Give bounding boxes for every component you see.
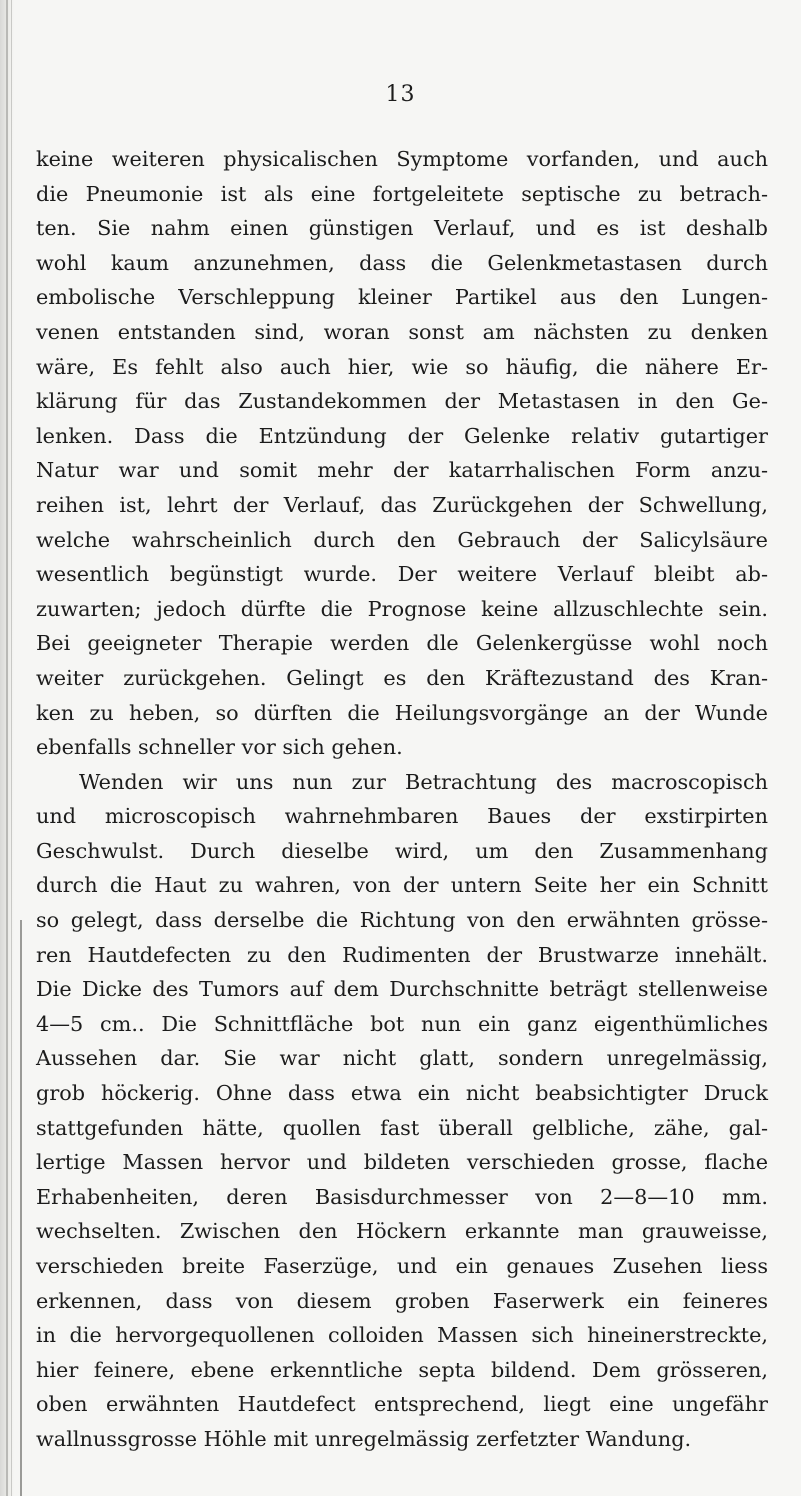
paragraph-end-line: ebenfalls schneller vor sich gehen. <box>36 735 403 760</box>
binding-line <box>6 0 8 1496</box>
text-line: ken zu heben, so dürften die Heilungsvorgänge an der Wunde <box>36 700 768 725</box>
text-line: lertige Massen hervor und bildeten verschieden grosse, flache <box>36 1150 768 1175</box>
text-line: Natur war und somit mehr der katarrhalischen Form anzu- <box>36 458 768 483</box>
text-line: reihen ist, lehrt der Verlauf, das Zurückgehen der Schwellung, <box>36 492 768 517</box>
text-line: wechselten. Zwischen den Höckern erkannte man grauweisse, <box>36 1219 768 1244</box>
text-line: lenken. Dass die Entzündung der Gelenke relativ gutartiger <box>36 423 768 448</box>
text-line: oben erwähnten Hautdefect entsprechend, liegt eine ungefähr <box>36 1392 768 1417</box>
binding-line-inner <box>11 0 12 1496</box>
text-line: wohl kaum anzunehmen, dass die Gelenkmetastasen durch <box>36 250 768 275</box>
text-line: welche wahrscheinlich durch den Gebrauch der Salicylsäure <box>36 527 768 552</box>
text-line: ren Hautdefecten zu den Rudimenten der Brustwarze innehält. <box>36 942 768 967</box>
text-line: Erhabenheiten, deren Basisdurchmesser von 2—8—10 mm. <box>36 1184 768 1209</box>
text-line: so gelegt, dass derselbe die Richtung von den erwähnten grösse- <box>36 908 768 933</box>
text-line: venen entstanden sind, woran sonst am nächsten zu denken <box>36 319 768 344</box>
text-line: weiter zurückgehen. Gelingt es den Kräftezustand des Kran- <box>36 665 768 690</box>
text-line: grob höckerig. Ohne dass etwa ein nicht beabsichtigter Druck <box>36 1081 768 1106</box>
paragraph-start-line: Wenden wir uns nun zur Betrachtung des macroscopisch <box>79 769 768 794</box>
text-line: erkennen, dass von diesem groben Faserwerk ein feineres <box>36 1288 768 1313</box>
text-line: 4—5 cm.. Die Schnittfläche bot nun ein ganz eigenthümliches <box>36 1011 768 1036</box>
binding-line-lower <box>20 920 22 1496</box>
text-line: zuwarten; jedoch dürfte die Prognose keine allzuschlechte sein. <box>36 596 768 621</box>
text-line: ten. Sie nahm einen günstigen Verlauf, und es ist deshalb <box>36 216 768 241</box>
text-line: und microscopisch wahrnehmbaren Baues der exstirpirten <box>36 804 768 829</box>
text-line: wesentlich begünstigt wurde. Der weitere Verlauf bleibt ab- <box>36 562 768 587</box>
text-line: verschieden breite Faserzüge, und ein genaues Zusehen liess <box>36 1254 768 1278</box>
text-line: stattgefunden hätte, quollen fast überall gelbliche, zähe, gal- <box>36 1115 768 1140</box>
text-line: die Pneumonie ist als eine fortgeleitete septische zu betrach- <box>36 181 768 206</box>
text-line: wäre, Es fehlt also auch hier, wie so häufig, die nähere Er- <box>36 354 768 379</box>
text-line: embolische Verschleppung kleiner Partikel aus den Lungen- <box>36 285 768 310</box>
text-line: Bei geeigneter Therapie werden dle Gelenkergüsse wohl noch <box>36 631 768 656</box>
text-line: hier feinere, ebene erkenntliche septa bildend. Dem grösseren, <box>36 1357 768 1382</box>
text-line: in die hervorgequollenen colloiden Massen sich hineinerstreckte, <box>36 1323 768 1348</box>
text-line: klärung für das Zustandekommen der Metastasen in den Ge- <box>36 389 768 414</box>
text-line: durch die Haut zu wahren, von der untern Seite her ein Schnitt <box>36 873 768 898</box>
text-line: Geschwulst. Durch dieselbe wird, um den Zusammenhang <box>36 838 768 863</box>
text-line: Aussehen dar. Sie war nicht glatt, sondern unregelmässig, <box>36 1046 768 1071</box>
text-line: Die Dicke des Tumors auf dem Durchschnitte beträgt stellenweise <box>36 977 768 1002</box>
page-number: 13 <box>385 82 416 107</box>
body-text <box>36 142 768 1457</box>
paragraph-end-line: wallnussgrosse Höhle mit unregelmässig zerfetzter Wandung. <box>36 1426 692 1451</box>
text-line: keine weiteren physicalischen Symptome vorfanden, und auch <box>36 147 768 171</box>
